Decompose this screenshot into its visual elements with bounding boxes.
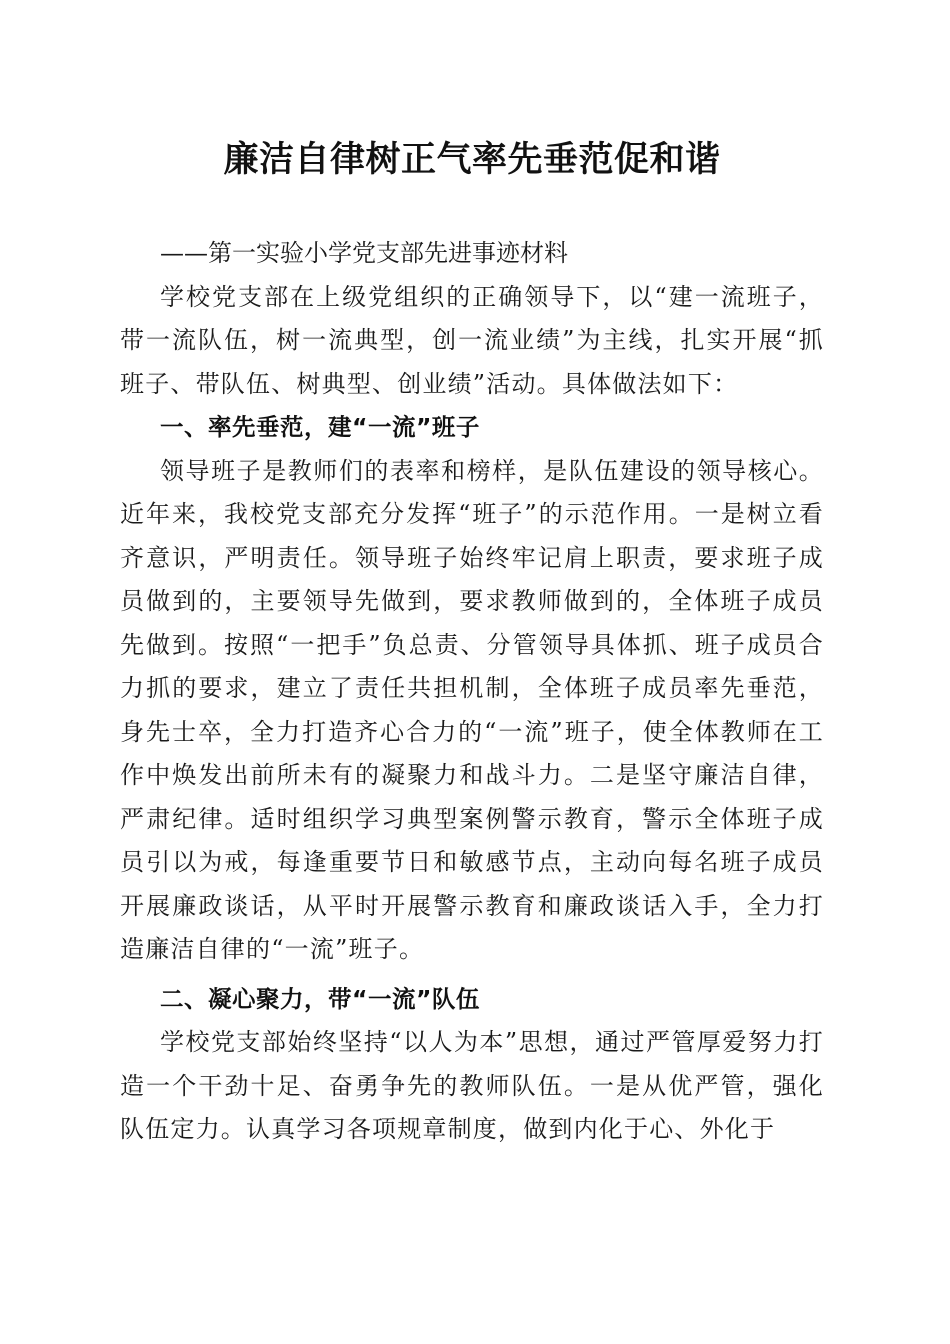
document-subtitle: ——第一实验小学党支部先进事迹材料 (160, 239, 568, 267)
section-heading-2: 二、凝心聚力，带“一流”队伍 (160, 984, 480, 1013)
document-title: 廉洁自律树正气率先垂范促和谐 (223, 139, 721, 180)
section-paragraph-1: 领导班子是教师们的表率和榜样，是队伍建设的领导核心。近年来，我校党支部充分发挥“班子”的示范作用。一是树立看齐意识，严明责任。领导班子始终牢记肩上职责，要求班子成员做到的，主要领导先做到，要求教师做到的，全体班子成员先做到。按照“一把手”负总责、分管领导具体抓、班子成员合力抓的要求，建立了责任共担机制，全体班子成员率先垂范，身先士卒，全力打造齐心合力的“一流”班子，使全体教师在工作中焕发出前所未有的凝聚力和战斗力。二是坚守廉洁自律，严肃纪律。适时组织学习典型案例警示教育，警示全体班子成员引以为戒，每逢重要节日和敏感节点，主动向每名班子成员开展廉政谈话，从平时开展警示教育和廉政谈话入手，全力打造廉洁自律的“一流”班子。 (120, 456, 824, 963)
section-heading-1: 一、率先垂范，建“一流”班子 (160, 413, 480, 441)
section-paragraph-2: 学校党支部始终坚持“以人为本”思想，通过严管厚爱努力打造一个干劲十足、奋勇争先的教师队伍。一是从优严管，强化队伍定力。认真学习各项规章制度，做到内化于心、外化于 (120, 1028, 824, 1143)
intro-paragraph: 学校党支部在上级党组织的正确领导下，以“建一流班子，带一流队伍，树一流典型，创一流业绩”为主线，扎实开展“抓班子、带队伍、树典型、创业绩”活动。具体做法如下： (120, 282, 824, 398)
document-body (120, 232, 824, 1152)
